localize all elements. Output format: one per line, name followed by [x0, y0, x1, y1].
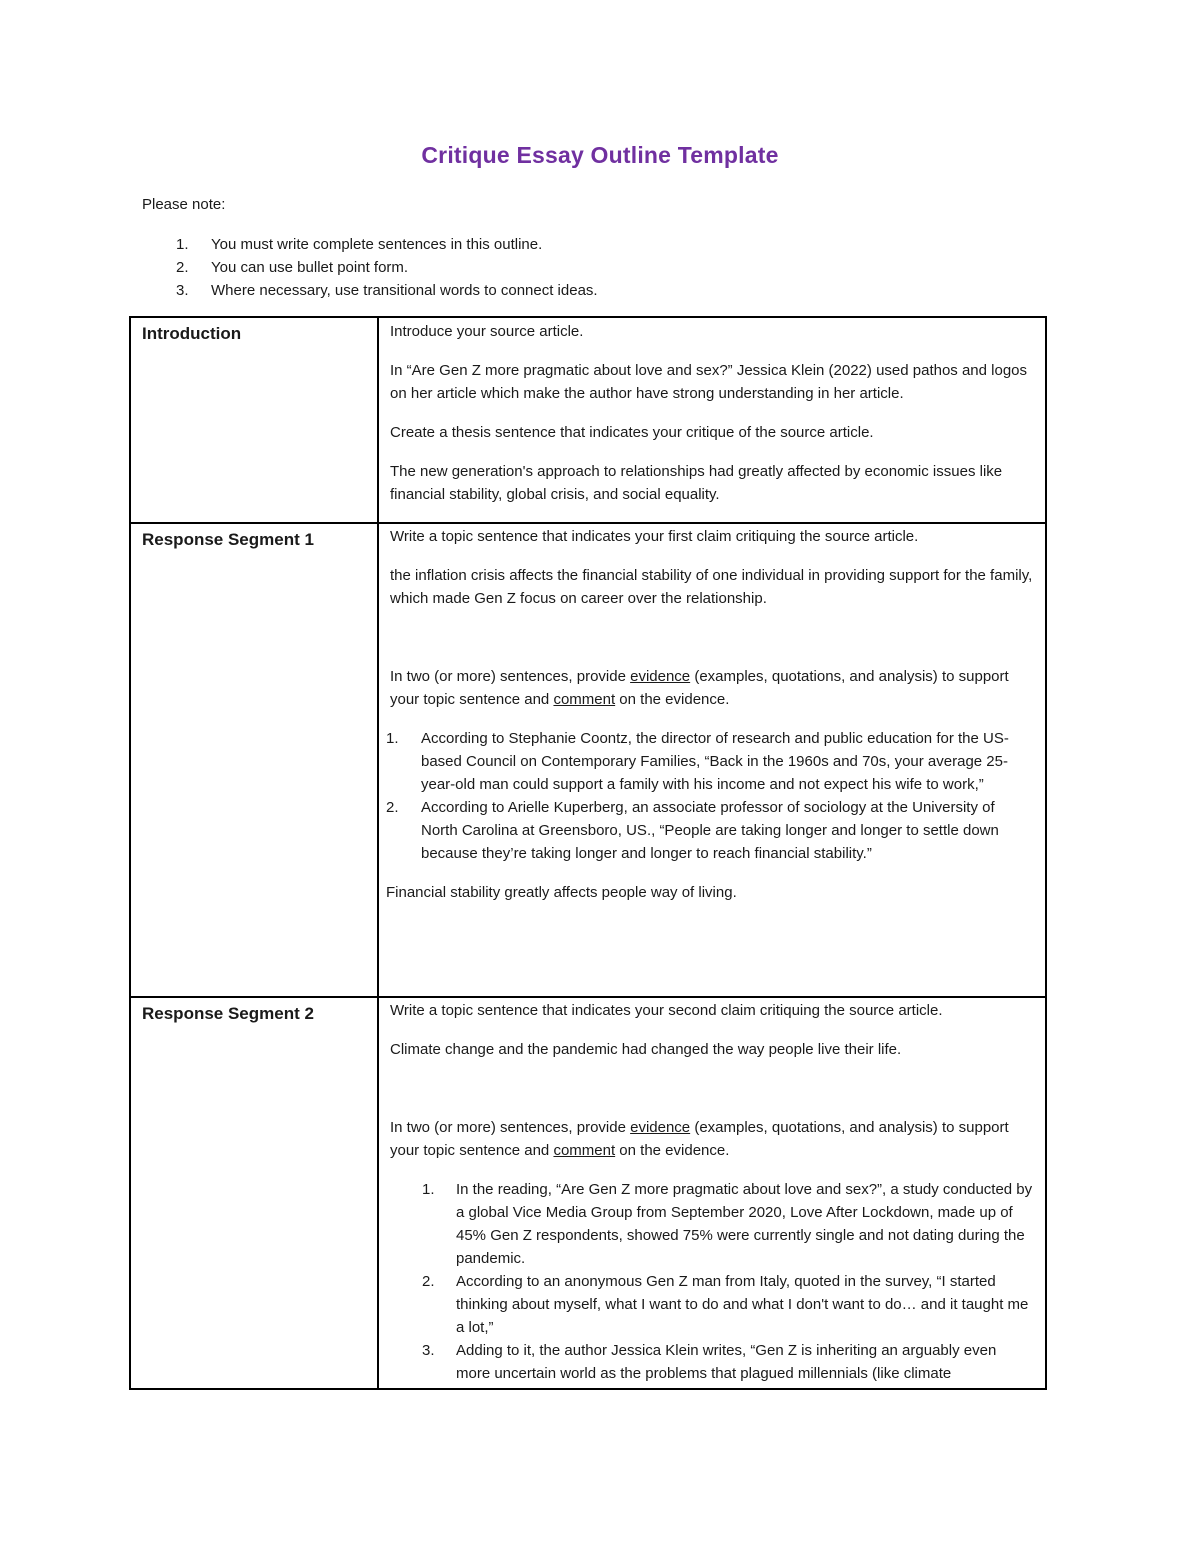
- prompt-text: (examples, quotations, and analysis) to support your topic sentence and: [390, 1119, 1009, 1159]
- seg1-prompt-evidence: [390, 665, 1033, 711]
- list-text: Where necessary, use transitional words to connect ideas.: [211, 282, 598, 299]
- segment-2-content: [378, 997, 1046, 1389]
- seg2-answer-topic: Climate change and the pandemic had changed the way people live their life.: [390, 1041, 902, 1058]
- evidence-underlined: evidence: [630, 668, 691, 685]
- prompt-text: In two (or more) sentences, provide: [390, 1119, 631, 1136]
- list-text: According to an anonymous Gen Z man from Italy, quoted in the survey, “I started thinking about myself, what I want to do and what I don't want to do… and it taught me a lot,”: [456, 1273, 1029, 1336]
- list-item: [390, 1339, 1033, 1382]
- list-item: [390, 1178, 1033, 1270]
- seg2-prompt-topic: Write a topic sentence that indicates your second claim critiquing the source article.: [390, 1002, 943, 1019]
- introduction-content: [378, 317, 1046, 523]
- document-title: Critique Essay Outline Template: [421, 142, 779, 168]
- seg2-prompt-evidence: [390, 1116, 1033, 1162]
- comment-underlined: comment: [553, 1142, 616, 1159]
- list-item: [386, 727, 1033, 796]
- seg1-conclusion: Financial stability greatly affects people way of living.: [386, 884, 737, 901]
- notes-list: [142, 233, 598, 302]
- list-text: In the reading, “Are Gen Z more pragmatic about love and sex?”, a study conducted by a global Vice Media Group from September 2020, Love After Lockdown, made up of 45% Gen Z respondents, showed 75% were currently single and not dating during the pandemic.: [456, 1181, 1033, 1267]
- list-number: 2.: [386, 799, 399, 816]
- list-text: You can use bullet point form.: [211, 259, 409, 276]
- list-number: 3.: [176, 282, 189, 299]
- prompt-text: on the evidence.: [615, 1142, 730, 1159]
- seg1-prompt-topic: Write a topic sentence that indicates your first claim critiquing the source article.: [390, 528, 919, 545]
- row-label-segment-2: Response Segment 2: [130, 997, 378, 1389]
- intro-answer-source: In “Are Gen Z more pragmatic about love and sex?” Jessica Klein (2022) used pathos and logos on her article which make the author have strong understanding in her article.: [390, 362, 1028, 402]
- table-row-segment-1: [130, 523, 1046, 997]
- list-text: Adding to it, the author Jessica Klein writes, “Gen Z is inheriting an arguably even more uncertain world as the problems that plagued millennials (like climate: [456, 1342, 997, 1382]
- list-text: You must write complete sentences in this outline.: [211, 236, 543, 253]
- list-number: 2.: [422, 1273, 435, 1290]
- intro-answer-thesis: The new generation's approach to relationships had greatly affected by economic issues like financial stability, global crisis, and social equality.: [390, 463, 1003, 503]
- table-row-introduction: [130, 317, 1046, 523]
- list-item: [142, 279, 598, 302]
- row-label-segment-1: Response Segment 1: [130, 523, 378, 997]
- list-text: According to Arielle Kuperberg, an associate professor of sociology at the University of North Carolina at Greensboro, US., “People are taking longer and longer to settle down because they’re taking longer and longer to reach financial stability.”: [421, 799, 999, 862]
- list-number: 2.: [176, 259, 189, 276]
- list-item: [142, 233, 598, 256]
- prompt-text: (examples, quotations, and analysis) to support your topic sentence and: [390, 668, 1009, 708]
- note-label: Please note:: [142, 196, 226, 213]
- intro-prompt-source: Introduce your source article.: [390, 323, 584, 340]
- list-text: According to Stephanie Coontz, the director of research and public education for the US-based Council on Contemporary Families, “Back in the 1960s and 70s, your average 25-year-old man could support a family with his income and not expect his wife to work,”: [421, 730, 1009, 793]
- list-item: [386, 796, 1033, 865]
- row-label-introduction: Introduction: [130, 317, 378, 523]
- list-item: [390, 1270, 1033, 1339]
- list-number: 1.: [176, 236, 189, 253]
- outline-table: [129, 316, 1047, 1390]
- table-row-segment-2: [130, 997, 1046, 1389]
- prompt-text: on the evidence.: [615, 691, 730, 708]
- seg2-evidence-list: [390, 1178, 1033, 1382]
- list-item: [142, 256, 598, 279]
- evidence-underlined: evidence: [630, 1119, 691, 1136]
- list-number: 3.: [422, 1342, 435, 1359]
- seg1-evidence-list: [386, 727, 1033, 865]
- prompt-text: In two (or more) sentences, provide: [390, 668, 631, 685]
- segment-1-content: [378, 523, 1046, 997]
- seg1-answer-topic: the inflation crisis affects the financial stability of one individual in providing support for the family, which made Gen Z focus on career over the relationship.: [390, 567, 1033, 607]
- intro-prompt-thesis: Create a thesis sentence that indicates your critique of the source article.: [390, 424, 874, 441]
- comment-underlined: comment: [553, 691, 616, 708]
- list-number: 1.: [422, 1181, 435, 1198]
- list-number: 1.: [386, 730, 399, 747]
